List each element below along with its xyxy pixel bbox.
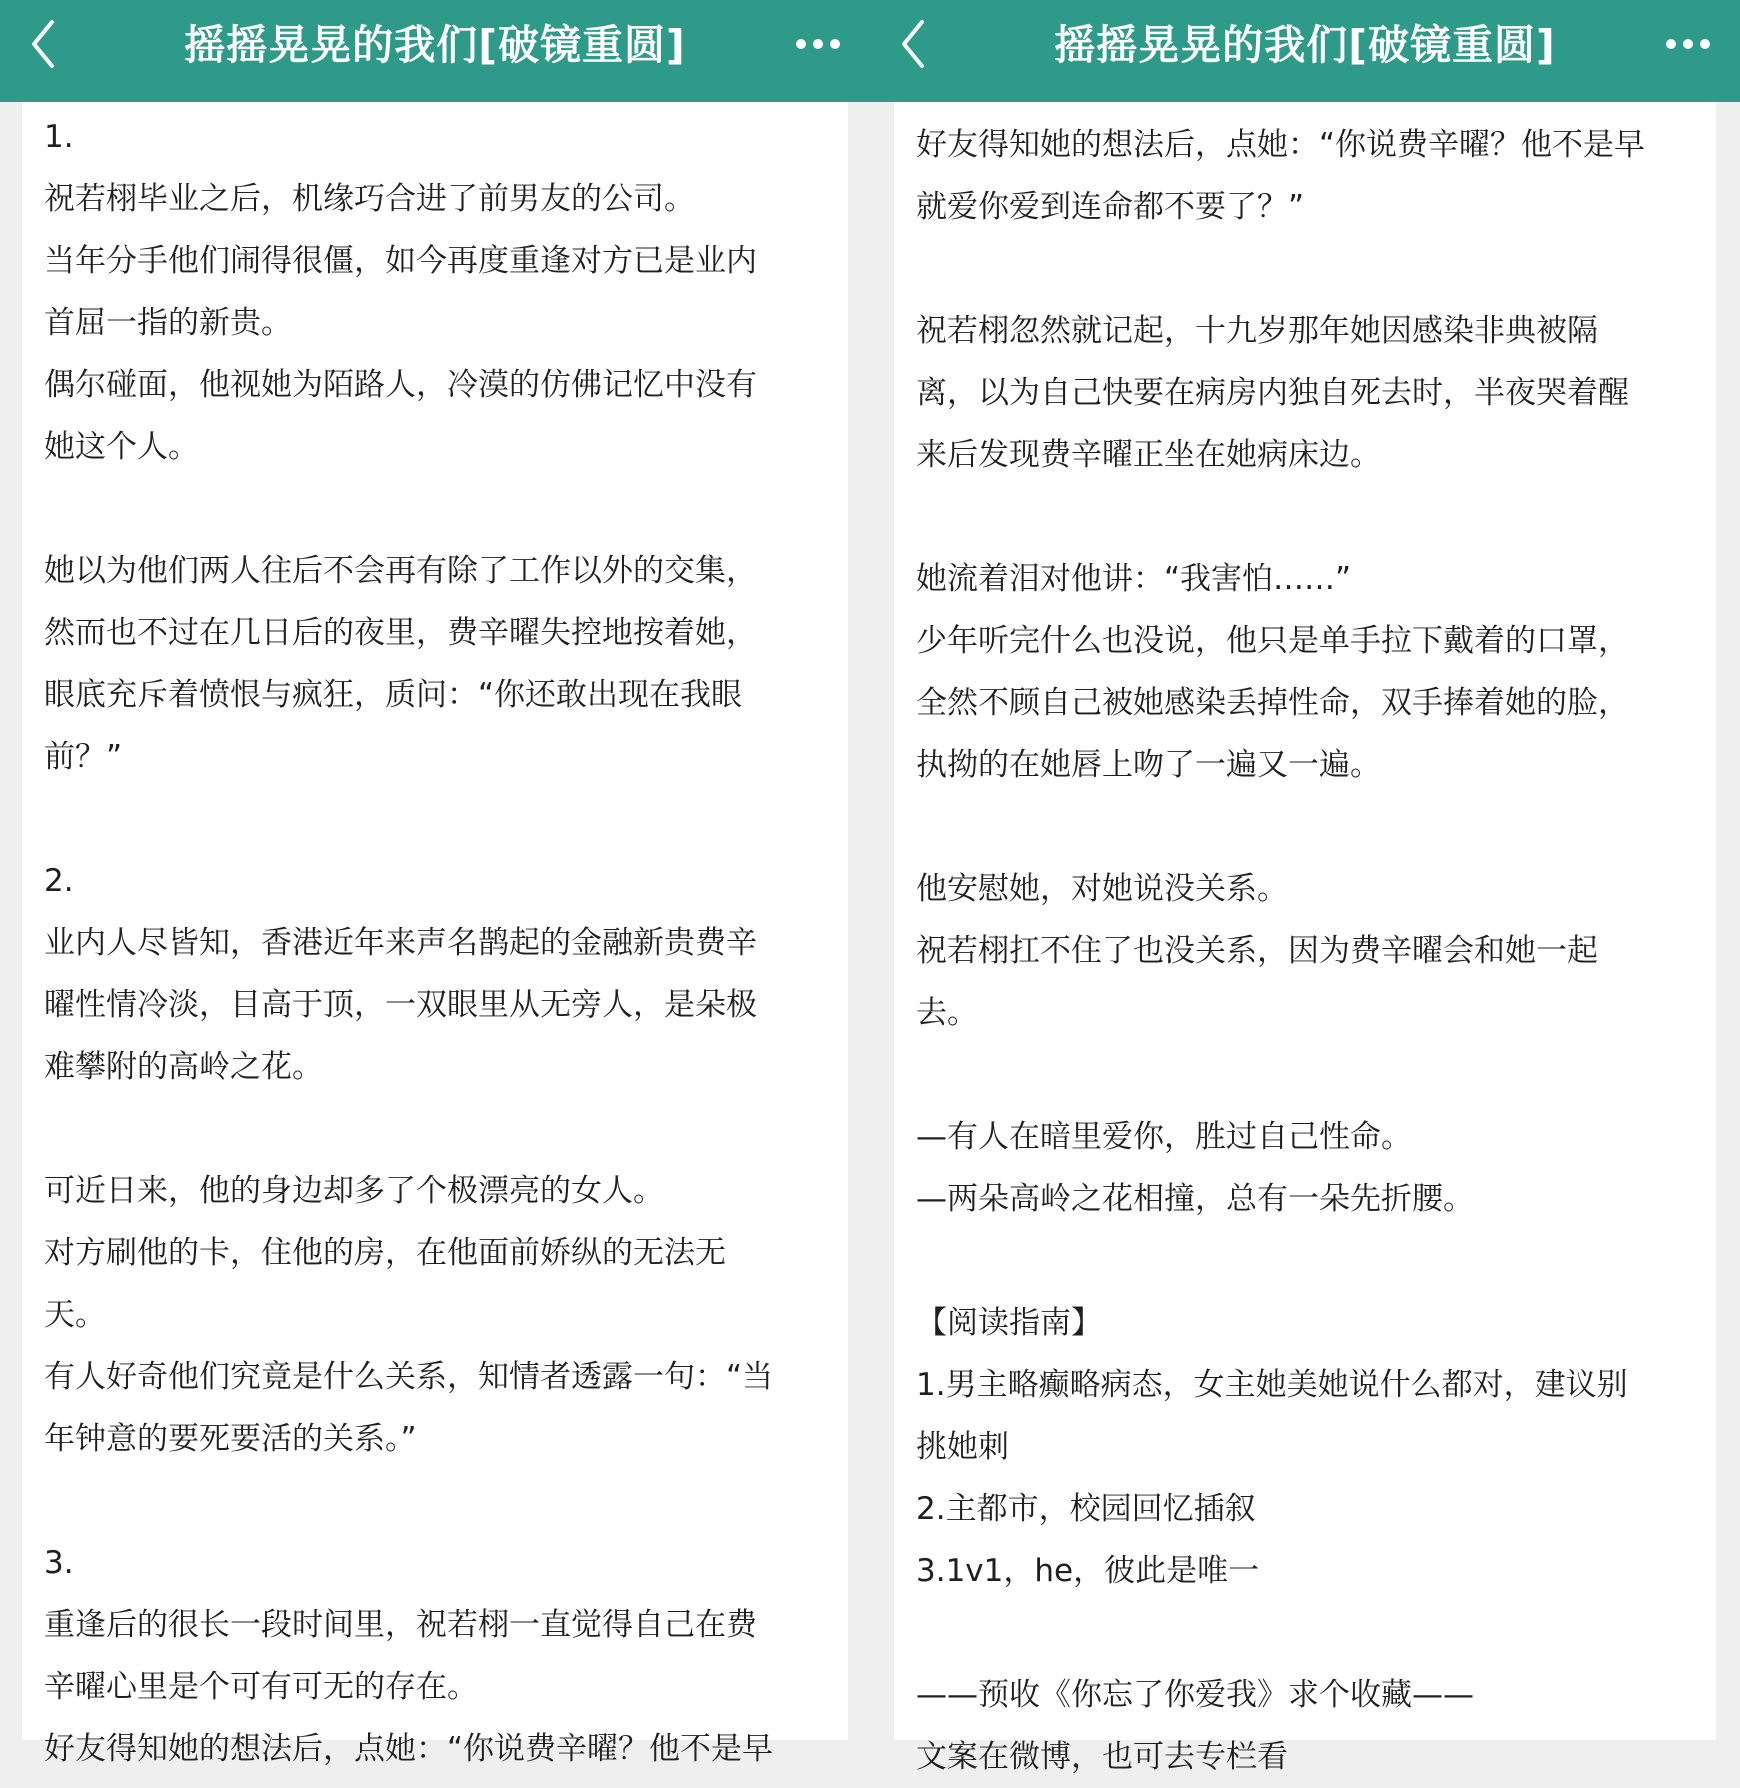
text-line: 天。 bbox=[44, 1297, 106, 1333]
text-line: 年钟意的要死要活的关系。” bbox=[44, 1421, 417, 1457]
text-line: 然而也不过在几日后的夜里，费辛曜失控地按着她， bbox=[44, 615, 757, 651]
paragraph-gap bbox=[916, 1602, 1692, 1664]
text-line: 可近日来，他的身边却多了个极漂亮的女人。 bbox=[44, 1173, 664, 1209]
text-line: 2. bbox=[44, 863, 74, 899]
text-line: 难攀附的高岭之花。 bbox=[44, 1049, 323, 1085]
text-line: 业内人尽皆知，香港近年来声名鹊起的金融新贵费辛 bbox=[44, 925, 757, 961]
book-title: 摇摇晃晃的我们[破镜重圆] bbox=[1054, 21, 1556, 69]
left-reader-panel bbox=[0, 0, 870, 1767]
text-line: 挑她刺 bbox=[916, 1429, 1009, 1465]
text-line: 1.男主略癫略病态，女主她美她说什么都对，建议别 bbox=[916, 1367, 1628, 1403]
paragraph-gap bbox=[44, 1098, 824, 1160]
text-line: 少年听完什么也没说，他只是单手拉下戴着的口罩， bbox=[916, 623, 1629, 659]
paragraph-gap bbox=[916, 486, 1692, 548]
text-line: 他安慰她，对她说没关系。 bbox=[916, 871, 1288, 907]
text-line: 重逢后的很长一段时间里，祝若栩一直觉得自己在费 bbox=[44, 1607, 757, 1643]
text-line: 首屈一指的新贵。 bbox=[44, 305, 292, 341]
text-line: 祝若栩扛不住了也没关系，因为费辛曜会和她一起 bbox=[916, 933, 1598, 969]
synopsis-text bbox=[22, 102, 848, 1780]
text-line: 她流着泪对他讲：“我害怕……” bbox=[916, 561, 1352, 597]
right-nav-bar bbox=[870, 0, 1740, 102]
paragraph-gap bbox=[44, 788, 824, 850]
text-line: 对方刷他的卡，住他的房，在他面前娇纵的无法无 bbox=[44, 1235, 726, 1271]
text-line: 她这个人。 bbox=[44, 429, 199, 465]
ellipsis-icon[interactable] bbox=[788, 24, 848, 64]
text-line: 当年分手他们闹得很僵，如今再度重逢对方已是业内 bbox=[44, 243, 757, 279]
paragraph-gap bbox=[916, 1230, 1692, 1292]
text-line: ——预收《你忘了你爱我》求个收藏—— bbox=[916, 1677, 1474, 1713]
paragraph-gap bbox=[916, 796, 1692, 858]
text-line: —两朵高岭之花相撞，总有一朵先折腰。 bbox=[916, 1181, 1474, 1217]
right-page-content[interactable] bbox=[894, 102, 1716, 1775]
text-line: 前？” bbox=[44, 739, 123, 775]
synopsis-text bbox=[894, 102, 1716, 1788]
text-line: 有人好奇他们究竟是什么关系，知情者透露一句：“当 bbox=[44, 1359, 774, 1395]
text-line: 眼底充斥着愤恨与疯狂，质问：“你还敢出现在我眼 bbox=[44, 677, 743, 713]
text-line: 1. bbox=[44, 119, 74, 155]
text-line: 离，以为自己快要在病房内独自死去时，半夜哭着醒 bbox=[916, 375, 1629, 411]
text-line: 2.主都市，校园回忆插叙 bbox=[916, 1491, 1256, 1527]
left-page-content[interactable] bbox=[22, 102, 848, 1767]
text-line: 全然不顾自己被她感染丢掉性命，双手捧着她的脸， bbox=[916, 685, 1629, 721]
text-line: 辛曜心里是个可有可无的存在。 bbox=[44, 1669, 478, 1705]
text-line: 来后发现费辛曜正坐在她病床边。 bbox=[916, 437, 1381, 473]
text-line: 去。 bbox=[916, 995, 978, 1031]
text-line: 3.1v1，he，彼此是唯一 bbox=[916, 1553, 1260, 1589]
chevron-left-icon[interactable] bbox=[22, 14, 82, 74]
text-line: 她以为他们两人往后不会再有除了工作以外的交集， bbox=[44, 553, 757, 589]
text-line: 执拗的在她唇上吻了一遍又一遍。 bbox=[916, 747, 1381, 783]
chevron-left-icon[interactable] bbox=[892, 14, 952, 74]
book-title: 摇摇晃晃的我们[破镜重圆] bbox=[184, 21, 686, 69]
text-line: 祝若栩毕业之后，机缘巧合进了前男友的公司。 bbox=[44, 181, 695, 217]
text-line: 3. bbox=[44, 1545, 74, 1581]
paragraph-gap bbox=[44, 1470, 824, 1532]
text-line: 曜性情冷淡，目高于顶，一双眼里从无旁人，是朵极 bbox=[44, 987, 757, 1023]
text-line: 偶尔碰面，他视她为陌路人，冷漠的仿佛记忆中没有 bbox=[44, 367, 757, 403]
text-line: —有人在暗里爱你，胜过自己性命。 bbox=[916, 1119, 1412, 1155]
paragraph-gap bbox=[916, 1044, 1692, 1106]
right-reader-panel bbox=[870, 0, 1740, 1775]
paragraph-gap bbox=[916, 238, 1692, 300]
text-line: 【阅读指南】 bbox=[916, 1305, 1102, 1341]
text-line: 好友得知她的想法后，点她：“你说费辛曜？他不是早 bbox=[916, 127, 1646, 163]
text-line: 就爱你爱到连命都不要了？” bbox=[916, 189, 1305, 225]
text-line: 文案在微博，也可去专栏看 bbox=[916, 1739, 1288, 1775]
left-nav-bar bbox=[0, 0, 870, 102]
text-line: 好友得知她的想法后，点她：“你说费辛曜？他不是早 bbox=[44, 1731, 774, 1767]
ellipsis-icon[interactable] bbox=[1658, 24, 1718, 64]
text-line: 祝若栩忽然就记起，十九岁那年她因感染非典被隔 bbox=[916, 313, 1598, 349]
paragraph-gap bbox=[44, 478, 824, 540]
